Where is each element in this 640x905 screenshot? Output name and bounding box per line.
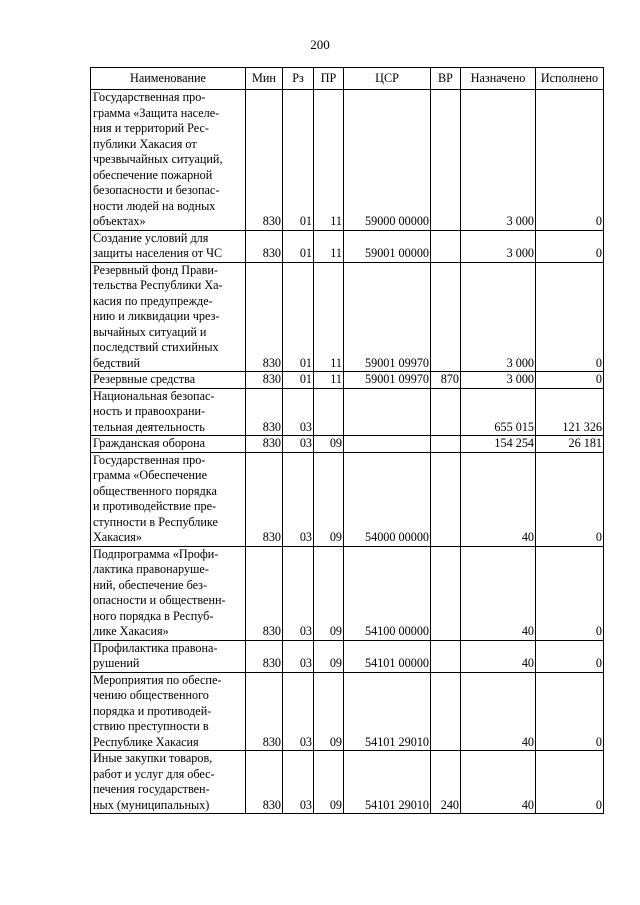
row-min: 830 (246, 672, 283, 751)
row-csr: 59001 00000 (344, 230, 431, 262)
row-csr: 59001 09970 (344, 372, 431, 389)
budget-table (90, 67, 604, 814)
row-min: 830 (246, 640, 283, 672)
row-rz: 03 (283, 388, 314, 436)
row-rz: 01 (283, 90, 314, 231)
table-row (91, 388, 604, 436)
row-rz: 03 (283, 546, 314, 640)
header-pr: ПР (314, 68, 344, 90)
table-row (91, 372, 604, 389)
row-csr: 54100 00000 (344, 546, 431, 640)
row-assigned: 40 (461, 672, 536, 751)
row-executed: 0 (536, 452, 604, 546)
table-row (91, 640, 604, 672)
row-vr (431, 436, 461, 453)
row-pr: 09 (314, 672, 344, 751)
row-rz: 03 (283, 672, 314, 751)
row-executed: 0 (536, 230, 604, 262)
row-pr: 09 (314, 640, 344, 672)
row-csr: 59000 00000 (344, 90, 431, 231)
row-vr (431, 262, 461, 372)
row-name: Создание условий для защиты населения от ЧС (91, 230, 246, 262)
row-min: 830 (246, 388, 283, 436)
row-pr (314, 388, 344, 436)
table-header-row (91, 68, 604, 90)
row-csr: 54000 00000 (344, 452, 431, 546)
row-assigned: 3 000 (461, 230, 536, 262)
row-min: 830 (246, 751, 283, 814)
row-pr: 11 (314, 372, 344, 389)
table-row (91, 90, 604, 231)
row-rz: 03 (283, 751, 314, 814)
row-vr (431, 452, 461, 546)
row-assigned: 655 015 (461, 388, 536, 436)
row-rz: 01 (283, 230, 314, 262)
header-name: Наименование (91, 68, 246, 90)
row-rz: 03 (283, 640, 314, 672)
header-min: Мин (246, 68, 283, 90)
row-min: 830 (246, 262, 283, 372)
row-name: Гражданская оборона (91, 436, 246, 453)
row-executed: 0 (536, 546, 604, 640)
row-vr: 240 (431, 751, 461, 814)
row-executed: 0 (536, 672, 604, 751)
row-rz: 01 (283, 262, 314, 372)
row-name: Национальная безопас- ность и правоохрани- тельная деятельность (91, 388, 246, 436)
row-assigned: 3 000 (461, 262, 536, 372)
row-pr: 09 (314, 751, 344, 814)
row-rz: 01 (283, 372, 314, 389)
row-name: Мероприятия по обеспе- чению общественного порядка и противодей- ствию преступности в Республике Хакасия (91, 672, 246, 751)
row-executed: 26 181 (536, 436, 604, 453)
header-executed: Исполнено (536, 68, 604, 90)
row-min: 830 (246, 546, 283, 640)
row-pr: 11 (314, 230, 344, 262)
row-assigned: 40 (461, 751, 536, 814)
header-assigned: Назначено (461, 68, 536, 90)
row-vr (431, 388, 461, 436)
row-csr: 59001 09970 (344, 262, 431, 372)
row-min: 830 (246, 436, 283, 453)
table-row (91, 436, 604, 453)
row-assigned: 3 000 (461, 372, 536, 389)
row-csr: 54101 00000 (344, 640, 431, 672)
row-min: 830 (246, 230, 283, 262)
row-pr: 09 (314, 452, 344, 546)
row-vr (431, 672, 461, 751)
table-row (91, 230, 604, 262)
row-csr (344, 436, 431, 453)
row-executed: 0 (536, 90, 604, 231)
row-executed: 0 (536, 751, 604, 814)
row-vr: 870 (431, 372, 461, 389)
row-pr: 11 (314, 90, 344, 231)
row-rz: 03 (283, 452, 314, 546)
row-executed: 0 (536, 372, 604, 389)
table-row (91, 751, 604, 814)
row-name: Профилактика правона- рушений (91, 640, 246, 672)
row-executed: 0 (536, 262, 604, 372)
row-assigned: 40 (461, 452, 536, 546)
table-row (91, 262, 604, 372)
row-vr (431, 546, 461, 640)
header-vr: ВР (431, 68, 461, 90)
header-csr: ЦСР (344, 68, 431, 90)
table-row (91, 672, 604, 751)
row-name: Резервные средства (91, 372, 246, 389)
table-row (91, 546, 604, 640)
row-pr: 09 (314, 436, 344, 453)
row-assigned: 40 (461, 546, 536, 640)
header-rz: Рз (283, 68, 314, 90)
page-number: 200 (310, 37, 330, 52)
row-name: Резервный фонд Прави- тельства Республики Ха- касия по предупрежде- нию и ликвидации чрез- вычайных ситуаций и последствий стихийных бедствий (91, 262, 246, 372)
row-name: Подпрограмма «Профи- лактика правонаруше- ний, обеспечение без- опасности и общественн- ного порядка в Респуб- лике Хакасия» (91, 546, 246, 640)
row-assigned: 3 000 (461, 90, 536, 231)
row-min: 830 (246, 90, 283, 231)
row-executed: 121 326 (536, 388, 604, 436)
row-min: 830 (246, 372, 283, 389)
row-name: Государственная про- грамма «Обеспечение общественного порядка и противодействие пре- ступности в Республике Хакасия» (91, 452, 246, 546)
row-csr: 54101 29010 (344, 672, 431, 751)
row-vr (431, 90, 461, 231)
row-assigned: 154 254 (461, 436, 536, 453)
row-vr (431, 230, 461, 262)
row-csr (344, 388, 431, 436)
row-executed: 0 (536, 640, 604, 672)
table-row (91, 452, 604, 546)
row-assigned: 40 (461, 640, 536, 672)
row-csr: 54101 29010 (344, 751, 431, 814)
row-pr: 11 (314, 262, 344, 372)
row-name: Государственная про- грамма «Защита населе- ния и территорий Рес- публики Хакасия от чрезвычайных ситуаций, обеспечение пожарной безопасности и безопас- ности людей на водных объектах» (91, 90, 246, 231)
row-rz: 03 (283, 436, 314, 453)
row-pr: 09 (314, 546, 344, 640)
row-min: 830 (246, 452, 283, 546)
row-vr (431, 640, 461, 672)
row-name: Иные закупки товаров, работ и услуг для обес- печения государствен- ных (муниципальных) (91, 751, 246, 814)
